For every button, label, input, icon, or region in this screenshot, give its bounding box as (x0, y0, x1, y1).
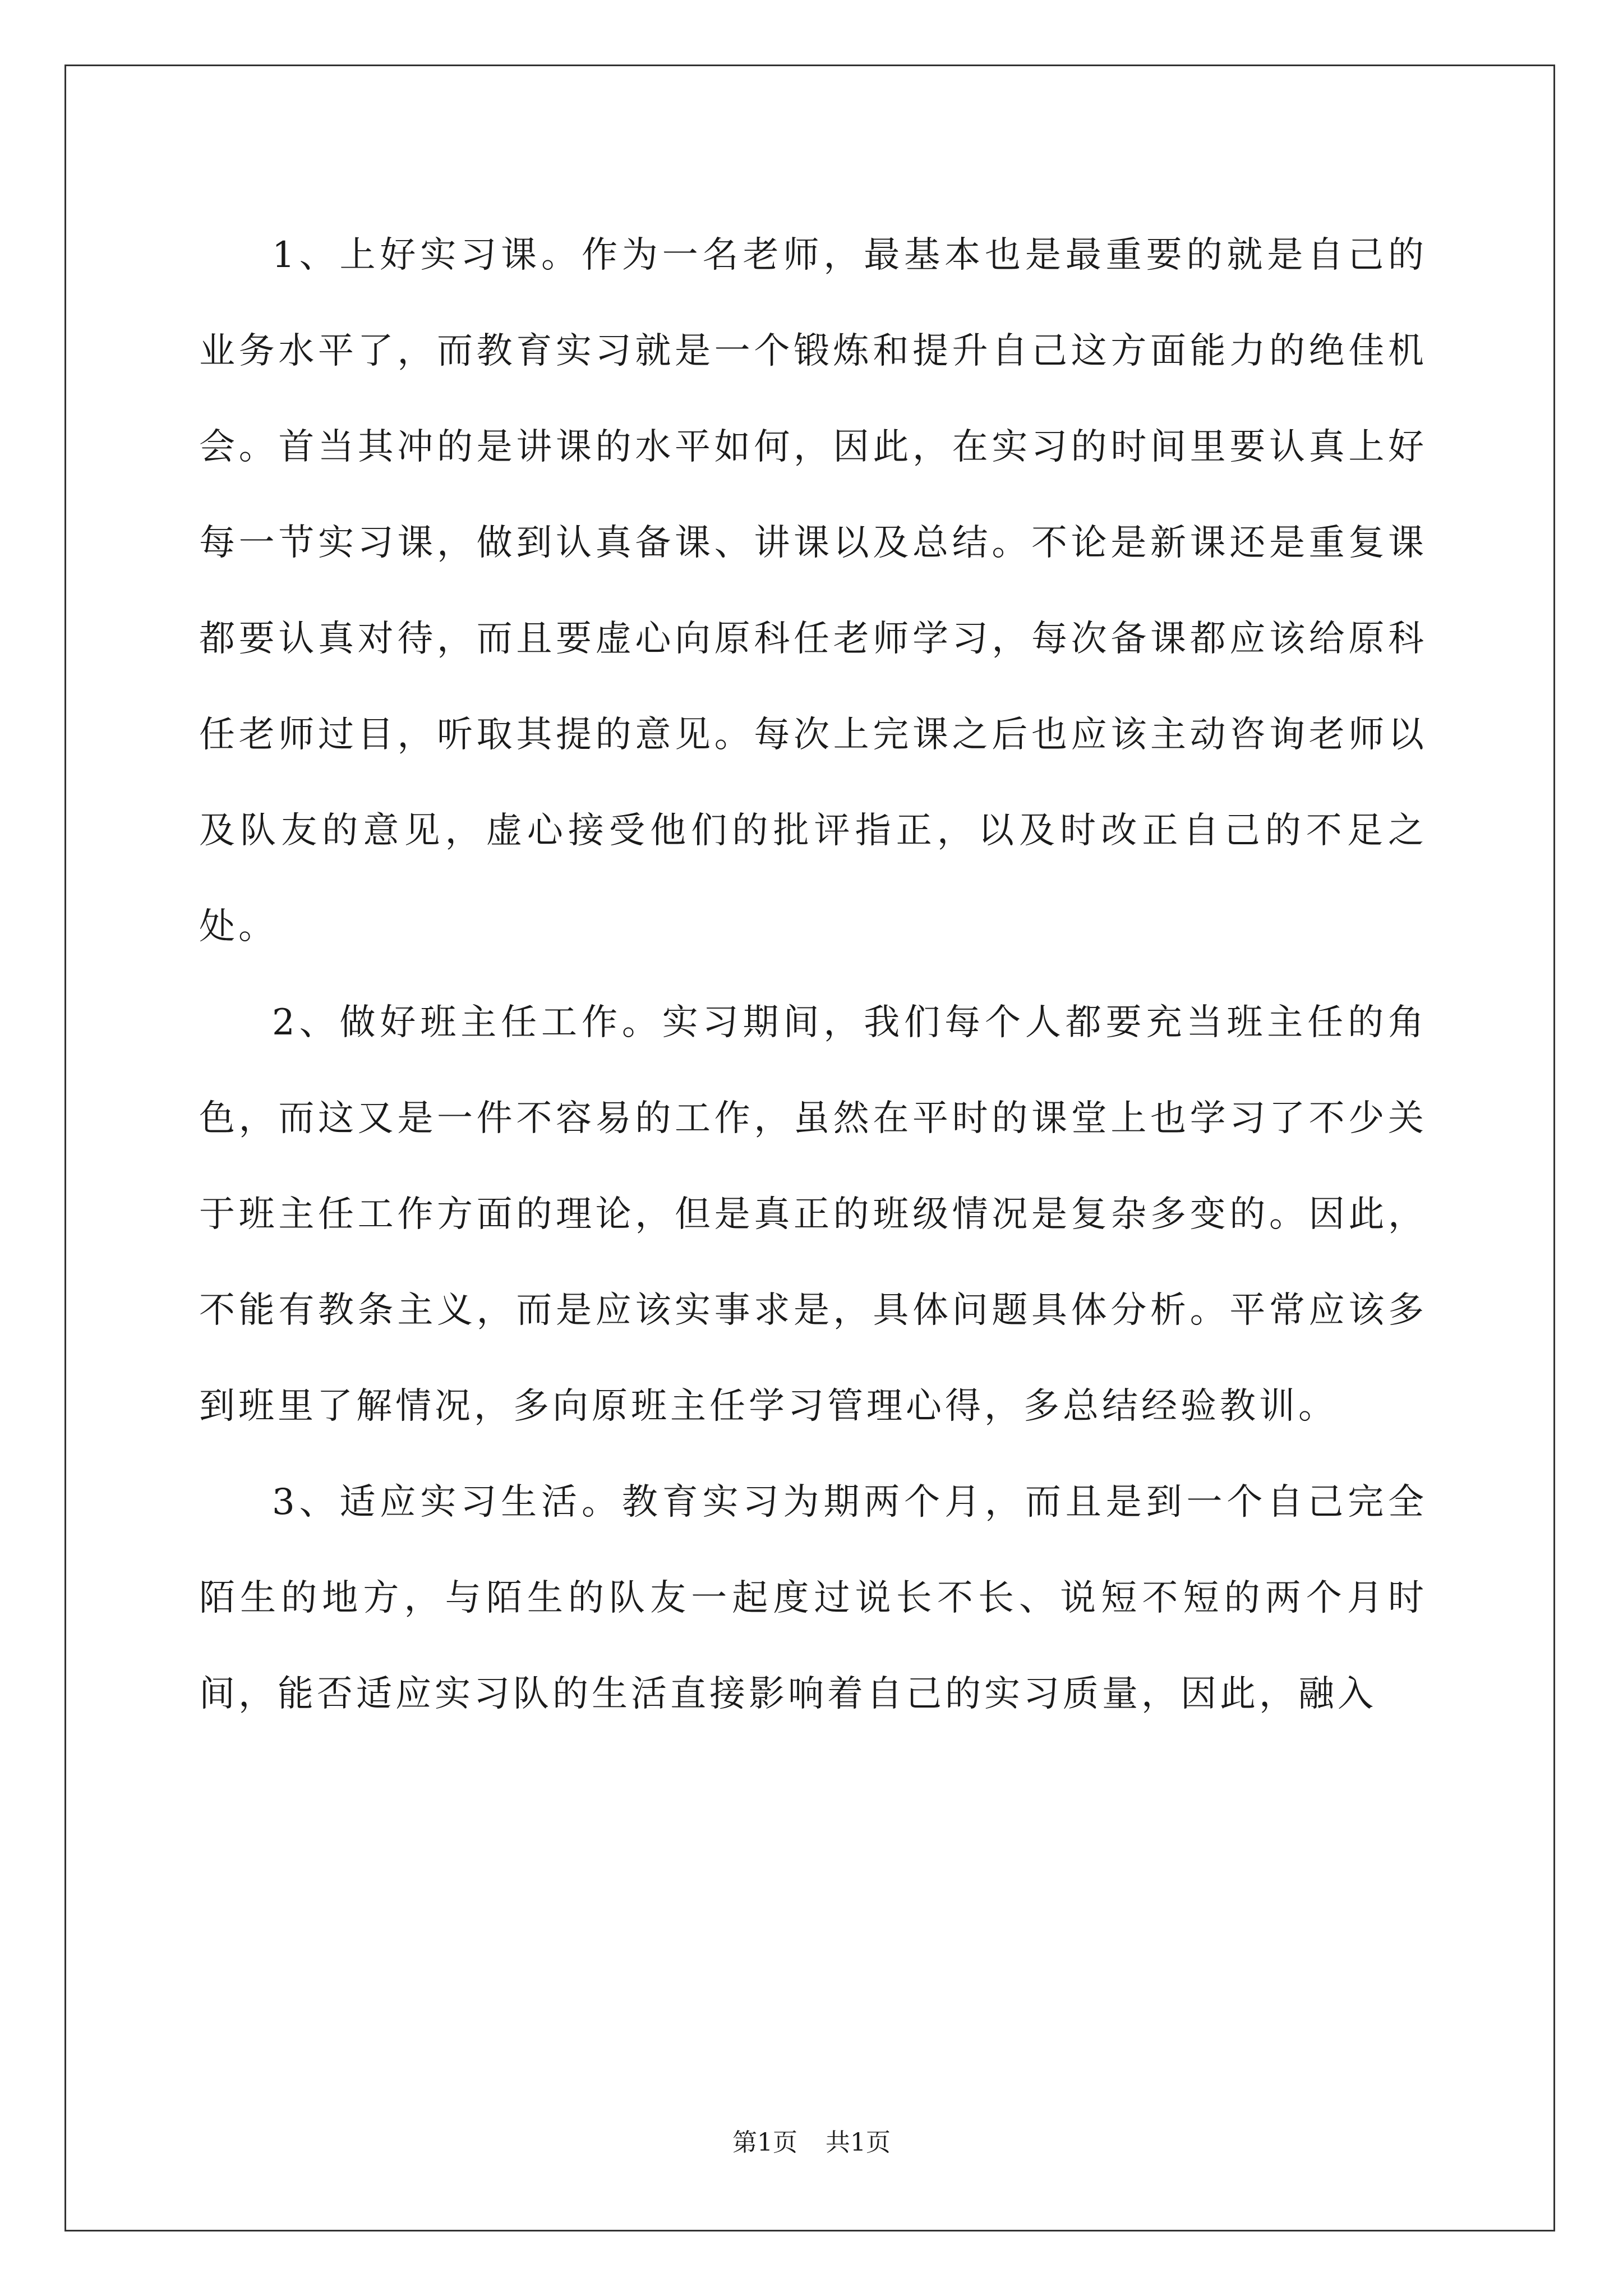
paragraph-1: 1、上好实习课。作为一名老师，最基本也是最重要的就是自己的业务水平了，而教育实习就是一个锻炼和提升自己这方面能力的绝佳机会。首当其冲的是讲课的水平如何，因此，在实习的时间里要认真上好每一节实习课，做到认真备课、讲课以及总结。不论是新课还是重复课都要认真对待，而且要虚心向原科任老师学习，每次备课都应该给原科任老师过目，听取其提的意见。每次上完课之后也应该主动咨询老师以及队友的意见，虚心接受他们的批评指正，以及时改正自己的不足之处。 (199, 234, 1427, 947)
document-body (199, 208, 1427, 1742)
paragraph-3: 3、适应实习生活。教育实习为期两个月，而且是到一个自己完全陌生的地方，与陌生的队友一起度过说长不长、说短不短的两个月时间，能否适应实习队的生活直接影响着自己的实习质量，因此，融入 (199, 1481, 1427, 1715)
page-number: 第1页 (732, 2128, 797, 2157)
page-footer (0, 2126, 1623, 2160)
page-count: 共1页 (826, 2128, 891, 2157)
paragraph-2: 2、做好班主任工作。实习期间，我们每个人都要充当班主任的角色，而这又是一件不容易的工作，虽然在平时的课堂上也学习了不少关于班主任工作方面的理论，但是真正的班级情况是复杂多变的。因此，不能有教条主义，而是应该实事求是，具体问题具体分析。平常应该多到班里了解情况，多向原班主任学习管理心得，多总结经验教训。 (199, 1002, 1427, 1427)
